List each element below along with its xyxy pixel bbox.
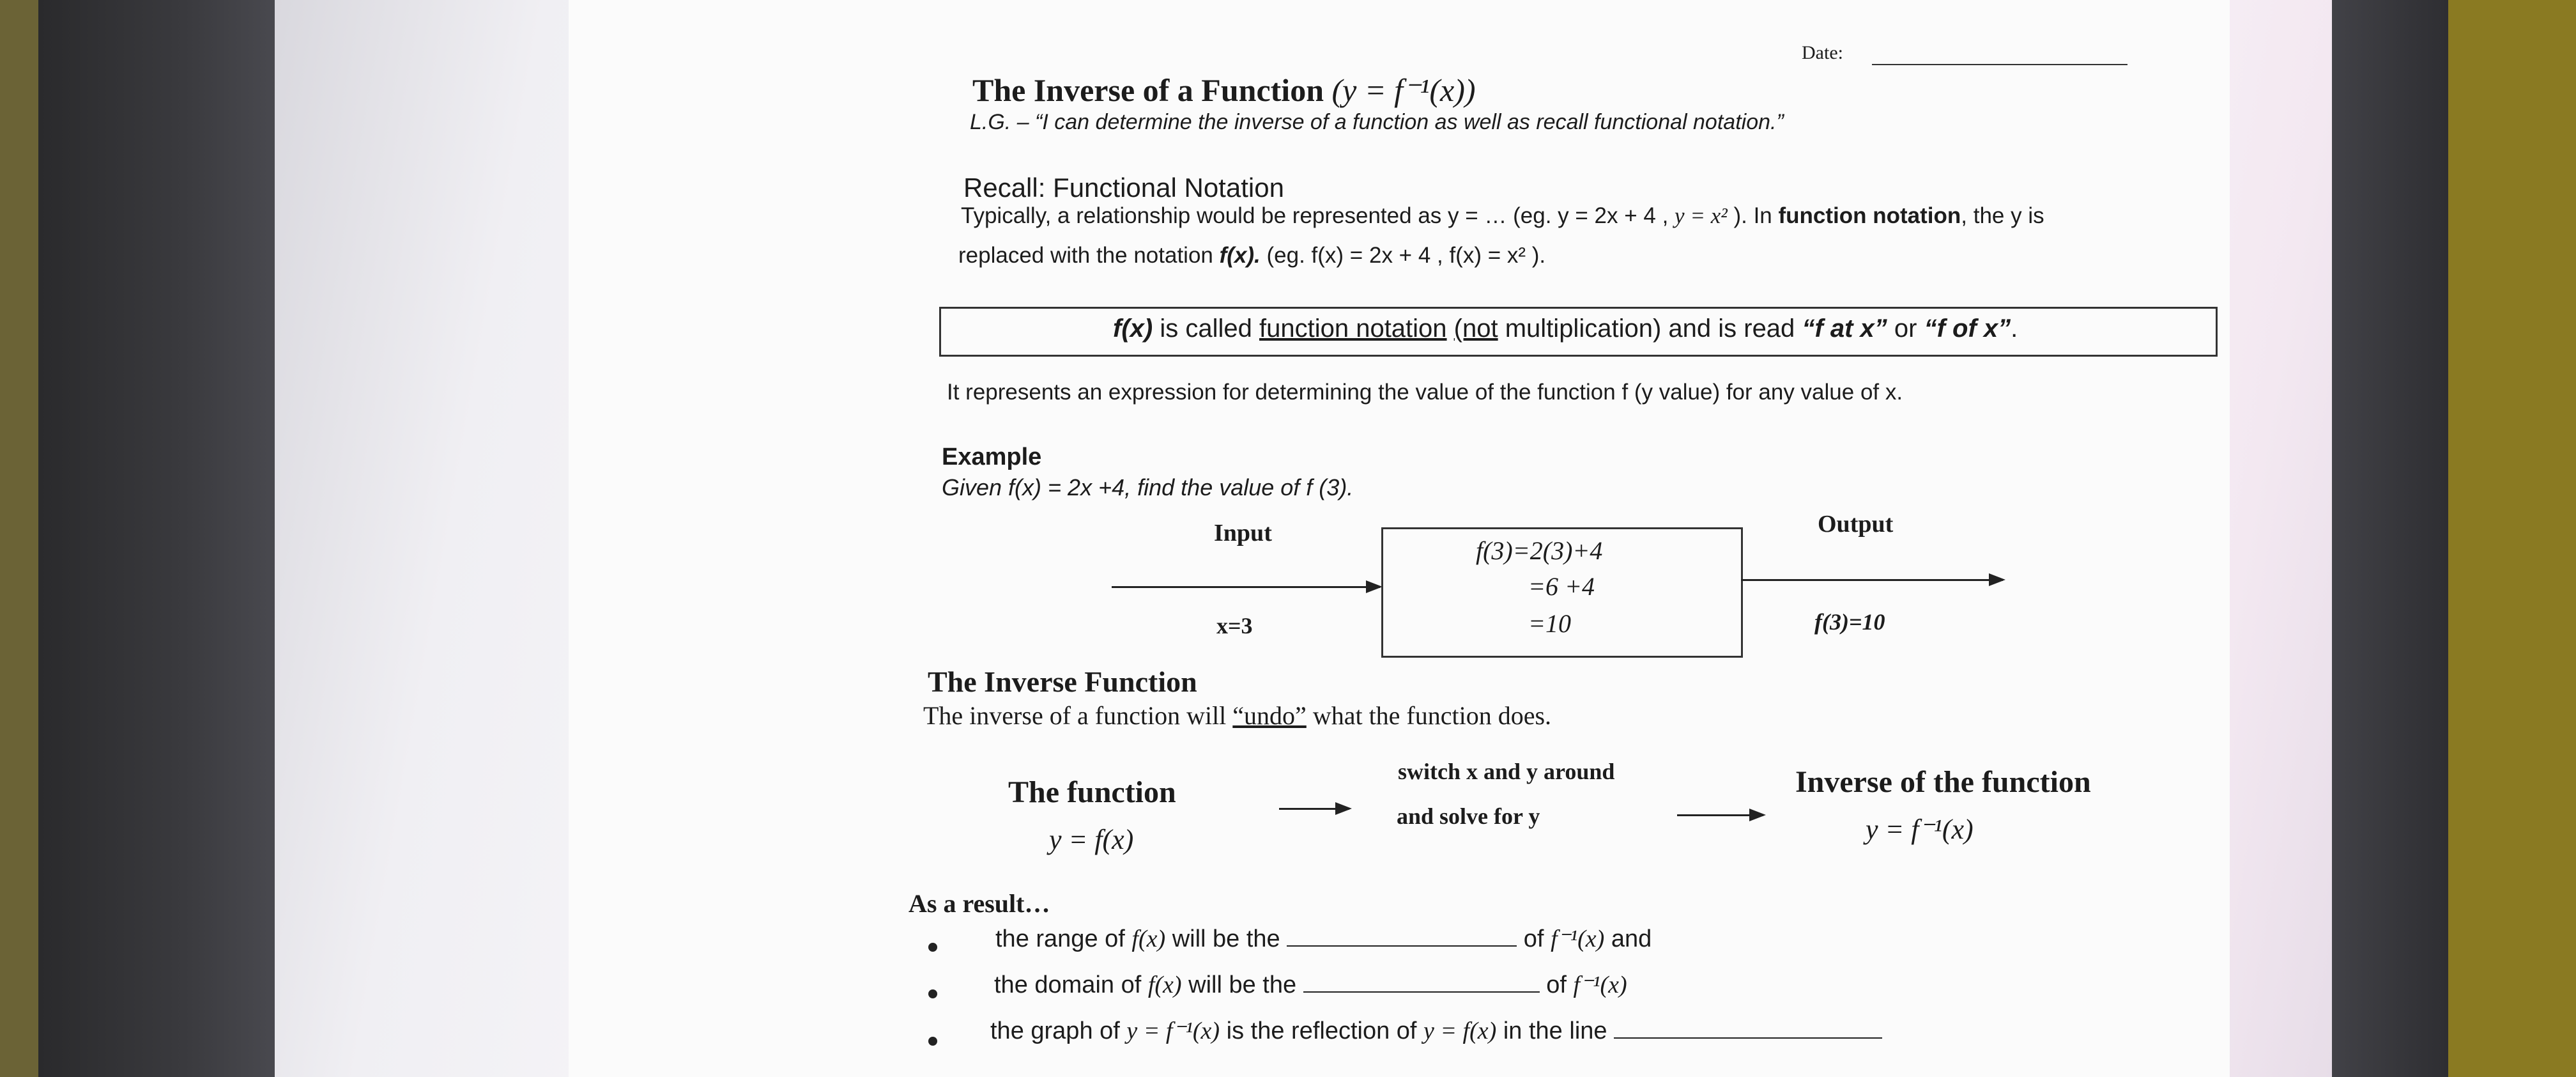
worksheet-page: [569, 0, 2230, 1077]
page-title: [972, 72, 1476, 109]
notation-term: function notation: [1259, 314, 1447, 343]
b2-pre: the domain of: [994, 972, 1142, 998]
title-formula: (y = f⁻¹(x)): [1331, 72, 1476, 108]
result-bullet-3: [990, 1016, 1882, 1045]
b1-pre: the range of: [995, 926, 1125, 952]
recall-line2-post: (eg. f(x) = 2x + 4 , f(x) = x² ).: [1266, 243, 1546, 268]
recall-line-1: [961, 203, 2044, 229]
inverse-heading: The Inverse Function: [928, 665, 1197, 698]
output-label: Output: [1818, 511, 1894, 538]
tablet-screen: [275, 0, 2332, 1077]
switch-arrow-right: [1677, 814, 1763, 816]
input-label: Input: [1214, 520, 1272, 546]
notation-fx: f(x): [1113, 314, 1153, 343]
inverse-desc-undo: “undo”: [1232, 701, 1307, 730]
notation-or: or: [1894, 314, 1917, 343]
result-bullet-1: [995, 924, 1652, 953]
date-label: Date:: [1802, 42, 1843, 63]
recall-line1-mid: ). In: [1733, 203, 1772, 228]
output-arrow: [1741, 579, 2003, 581]
learning-goal: L.G. – “I can determine the inverse of a function as well as recall functional notation.”: [970, 110, 1784, 134]
notation-not: (not: [1453, 314, 1498, 343]
b2-mid: will be the: [1188, 972, 1297, 998]
date-blank[interactable]: [1872, 64, 2128, 65]
b2-fx: f(x): [1147, 972, 1182, 998]
b1-end: and: [1611, 926, 1652, 952]
b2-post: of: [1546, 972, 1567, 998]
example-heading: Example: [942, 444, 1042, 470]
recall-line2-pre: replaced with the notation: [958, 243, 1213, 268]
recall-heading: Recall: Functional Notation: [963, 173, 1284, 203]
b1-mid: will be the: [1172, 926, 1280, 952]
function-label: The function: [1008, 775, 1176, 809]
work-line-3: =10: [1528, 609, 1571, 638]
b2-blank[interactable]: [1303, 991, 1540, 993]
b1-fx: f(x): [1131, 926, 1166, 952]
recall-line2-bold: f(x).: [1219, 243, 1261, 268]
b3-blank[interactable]: [1614, 1037, 1882, 1039]
b1-post: of: [1523, 926, 1544, 952]
b3-pre: the graph of: [990, 1018, 1120, 1044]
notation-read-pre: and is read: [1668, 314, 1795, 343]
recall-line1-post: , the y is: [1961, 203, 2044, 228]
function-formula: y = f(x): [1049, 824, 1134, 855]
work-line-2: =6 +4: [1528, 572, 1595, 601]
step-solve: and solve for y: [1397, 803, 1540, 829]
b1-finv: f⁻¹(x): [1551, 926, 1605, 952]
inverse-label: Inverse of the function: [1795, 765, 2091, 799]
input-value: x=3: [1216, 613, 1253, 639]
recall-line1-math: y = x²: [1675, 203, 1728, 228]
b1-blank[interactable]: [1287, 945, 1517, 947]
recall-line1-bold: function notation: [1778, 203, 1961, 228]
notation-read-2: “f of x”: [1924, 314, 2011, 343]
b3-f2: y = f(x): [1423, 1018, 1497, 1044]
bullet-1: [928, 943, 937, 952]
result-heading: As a result…: [908, 889, 1050, 918]
b2-finv: f⁻¹(x): [1573, 972, 1627, 998]
recall-line-2: [958, 243, 1545, 268]
inverse-desc-pre: The inverse of a function will: [923, 701, 1227, 730]
inverse-description: [923, 701, 1551, 731]
notation-box-text: [1113, 314, 2018, 343]
bullet-3: [928, 1037, 937, 1046]
output-value: f(3)=10: [1814, 609, 1885, 635]
example-given: Given f(x) = 2x +4, find the value of f (3).: [942, 474, 1354, 500]
b3-f1: y = f⁻¹(x): [1126, 1018, 1220, 1044]
inverse-formula: y = f⁻¹(x): [1866, 814, 1974, 845]
bullet-2: [928, 989, 937, 998]
title-text: The Inverse of a Function: [972, 72, 1324, 108]
input-arrow: [1112, 586, 1380, 588]
notation-multiplication: multiplication): [1505, 314, 1662, 343]
step-switch: switch x and y around: [1398, 759, 1615, 784]
notation-read-1: “f at x”: [1802, 314, 1887, 343]
result-bullet-2: [994, 970, 1627, 999]
tablet-bezel-left: [38, 0, 281, 1077]
switch-arrow-left: [1279, 808, 1349, 810]
notation-end: .: [2011, 314, 2018, 343]
notation-is-called: is called: [1160, 314, 1252, 343]
inverse-desc-post: what the function does.: [1312, 701, 1552, 730]
work-line-1: f(3)=2(3)+4: [1476, 536, 1603, 565]
represents-text: It represents an expression for determining the value of the function f (y value) for any value of x.: [947, 380, 1903, 405]
recall-line1-pre: Typically, a relationship would be represented as y = … (eg. y = 2x + 4 ,: [961, 203, 1669, 228]
b3-post: in the line: [1503, 1018, 1607, 1044]
b3-mid: is the reflection of: [1226, 1018, 1417, 1044]
